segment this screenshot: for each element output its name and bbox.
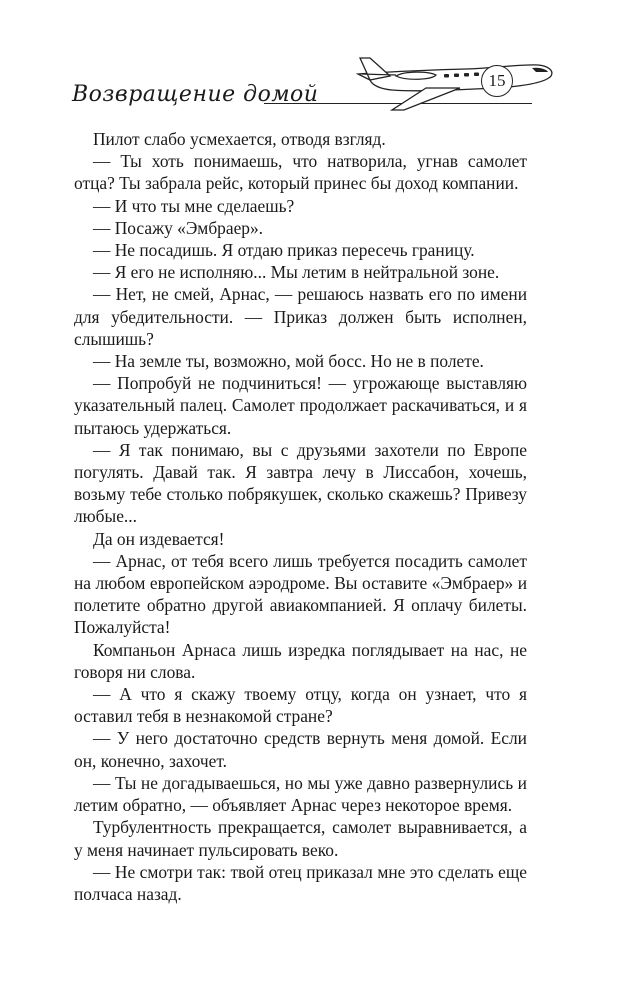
running-title: Возвращение домой (72, 82, 319, 107)
paragraph: Турбулентность прекращается, самолет выравнивается, а у меня начинает пульсировать веко. (74, 817, 527, 860)
paragraph: — Арнас, от тебя всего лишь требуется посадить самолет на любом европейском аэродроме. Вы оставите «Эмбраер» и полетите обратно другой авиакомпанией. Я оплачу билеты. Пожалуйста! (74, 550, 527, 638)
page-number: 15 (481, 65, 513, 97)
airplane-icon (356, 52, 556, 114)
paragraph: — Ты не догадываешься, но мы уже давно развернулись и летим обратно, — объявляет Арнас через некоторое время. (74, 772, 527, 816)
page-header (0, 0, 619, 130)
paragraph: — Ты хоть понимаешь, что натворила, угнав самолет отца? Ты забрала рейс, который принес бы доход компании. (74, 151, 527, 194)
paragraph: — Не смотри так: твой отец приказал мне это сделать еще полчаса назад. (74, 861, 527, 904)
paragraph: Компаньон Арнаса лишь изредка поглядывает на нас, не говоря ни слова. (74, 639, 527, 682)
paragraph: — У него достаточно средств вернуть меня домой. Если он, конечно, захочет. (74, 728, 527, 771)
paragraph: Пилот слабо усмехается, отводя взгляд. (93, 129, 386, 149)
paragraph: — Посажу «Эмбраер». (93, 217, 264, 238)
paragraph: — А что я скажу твоему отцу, когда он узнает, что я оставил тебя в незнакомой стране? (74, 684, 527, 727)
paragraph: — Я так понимаю, вы с друзьями захотели по Европе погулять. Давай так. Я завтра лечу в Лиссабон, хочешь, возьму тебе столько побрякушек, сколько скажешь? Привезу любые... (74, 439, 527, 527)
body-text (74, 128, 527, 905)
paragraph: Да он издевается! (93, 528, 225, 549)
paragraph: — И что ты мне сделаешь? (93, 195, 295, 216)
paragraph: — Не посадишь. Я отдаю приказ пересечь границу. (93, 240, 475, 261)
paragraph: — На земле ты, возможно, мой босс. Но не в полете. (93, 351, 484, 372)
paragraph: — Нет, не смей, Арнас, — решаюсь назвать его по имени для убедительности. — Приказ должен быть исполнен, слышишь? (74, 284, 527, 349)
paragraph: — Я его не исполняю... Мы летим в нейтральной зоне. (93, 262, 500, 283)
paragraph: — Попробуй не подчиниться! — угрожающе выставляю указательный палец. Самолет продолжает раскачиваться, и я пытаюсь удержаться. (74, 373, 527, 438)
